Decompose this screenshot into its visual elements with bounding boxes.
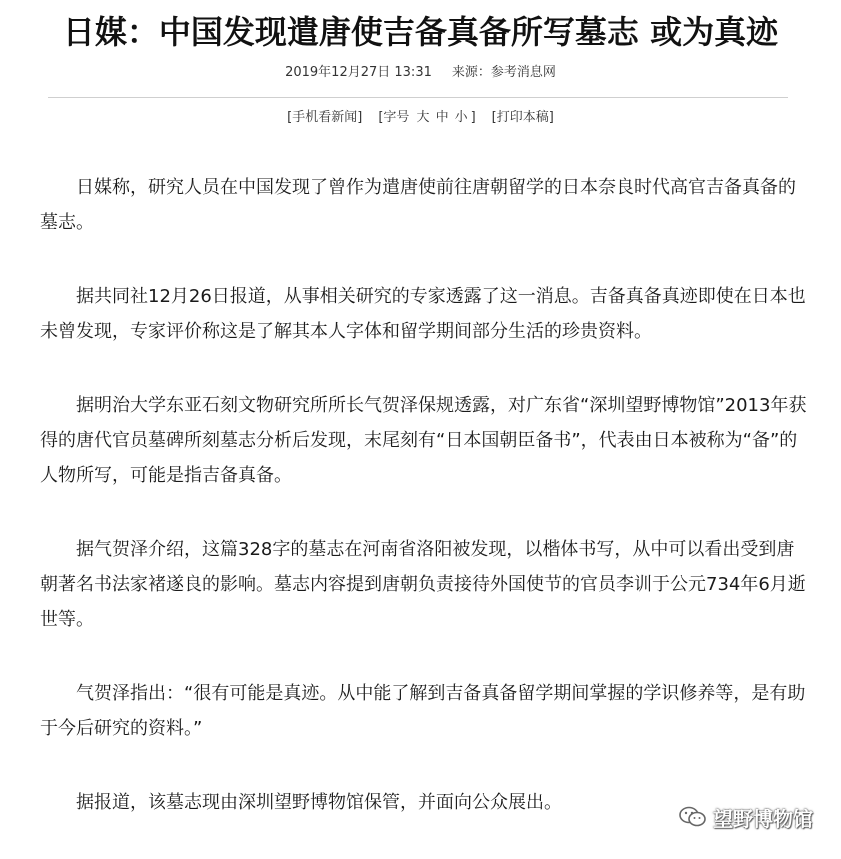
article-meta [0, 63, 841, 83]
paragraph: 日媒称，研究人员在中国发现了曾作为遣唐使前往唐朝留学的日本奈良时代高官吉备真备的墓志。 [40, 177, 796, 233]
print-link[interactable]: [打印本稿] [491, 110, 554, 125]
paragraph: 气贺泽指出：“很有可能是真迹。从中能了解到吉备真备留学期间掌握的学识修养等，是有助于今后研究的资料。” [40, 683, 806, 739]
font-size-small[interactable]: 小 [454, 110, 468, 125]
font-size-control [378, 110, 475, 125]
header-divider [48, 97, 788, 98]
article-tools [0, 108, 841, 128]
paragraph: 据报道，该墓志现由深圳望野博物馆保管，并面向公众展出。 [76, 792, 562, 813]
watermark [678, 800, 813, 834]
article-body [40, 170, 810, 859]
paragraph: 据明治大学东亚石刻文物研究所所长气贺泽保规透露，对广东省“深圳望野博物馆”2013年获得的唐代官员墓碑所刻墓志分析后发现，末尾刻有“日本国朝臣备书”，代表由日本被称为“备”的人物所写，可能是指吉备真备。 [40, 395, 807, 486]
wechat-icon [678, 805, 708, 829]
font-size-large[interactable]: 大 [416, 110, 430, 125]
publish-date: 2019年12月27日 13:31 [285, 65, 432, 80]
paragraph: 据共同社12月26日报道，从事相关研究的专家透露了这一消息。吉备真备真迹即使在日本也未曾发现，专家评价称这是了解其本人字体和留学期间部分生活的珍贵资料。 [40, 286, 806, 342]
source-label: 来源： [451, 65, 491, 80]
font-size-label: [字号 [378, 110, 410, 125]
font-size-medium[interactable]: 中 [435, 110, 449, 125]
mobile-news-link[interactable]: [手机看新闻] [287, 110, 363, 125]
watermark-text: 望野博物馆 [713, 806, 813, 831]
paragraph: 据气贺泽介绍，这篇328字的墓志在河南省洛阳被发现，以楷体书写，从中可以看出受到唐朝著名书法家褚遂良的影响。墓志内容提到唐朝负责接待外国使节的官员李训于公元734年6月逝世等。 [40, 539, 806, 630]
article-title: 日媒：中国发现遣唐使吉备真备所写墓志 或为真迹 [62, 13, 779, 51]
font-size-close: ] [470, 110, 476, 125]
source-name: 参考消息网 [490, 65, 556, 80]
